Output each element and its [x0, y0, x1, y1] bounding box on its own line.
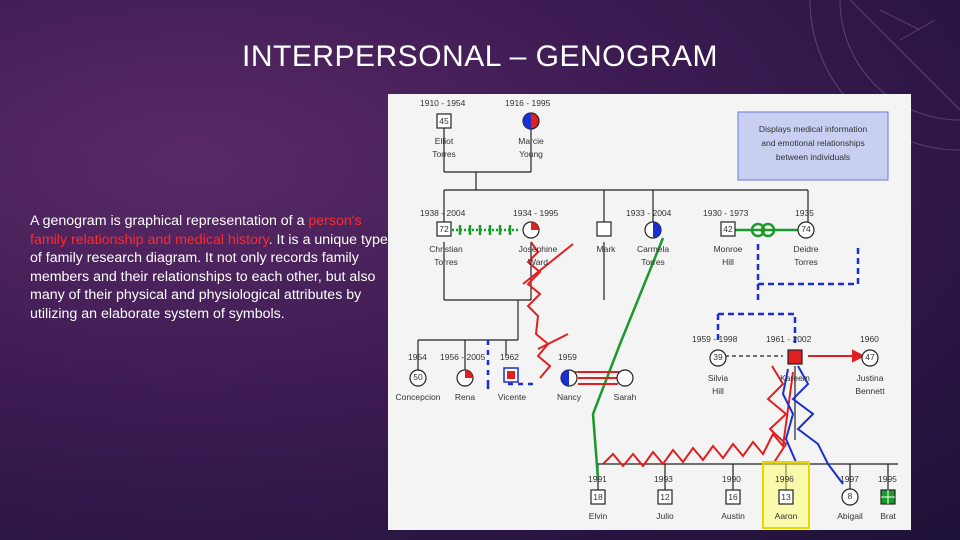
person-age: 74 [801, 224, 811, 234]
body-text-rest: . It is a unique type of family research diagram. It not only records family members and their relationships to each other, but also many of their physical and physiological attributes by utilizing an elaborate system of symbols. [30, 231, 388, 322]
person-name-2: Torres [432, 149, 456, 159]
person-female-shade [465, 370, 473, 378]
person-name: Kareem [780, 373, 810, 383]
person-name: Justina [856, 373, 884, 383]
note-line-3: between individuals [775, 152, 851, 162]
person-years: 1954 [408, 352, 427, 362]
person-male-symbol [597, 222, 611, 236]
person-name-2: Torres [794, 257, 818, 267]
person-name: Marcie [518, 136, 544, 146]
person-name: Monroe [713, 244, 743, 254]
person-years: 1959 - 1998 [692, 334, 738, 344]
person-name: Abigail [837, 511, 863, 521]
person-name: Concepcion [395, 392, 441, 402]
person-name: Elvin [588, 511, 608, 521]
person-name: Brat [880, 511, 896, 521]
person-age: 18 [593, 492, 603, 502]
person-name-2: Hill [722, 257, 734, 267]
person-name: Mark [596, 244, 616, 254]
person-years: 1956 - 2005 [440, 352, 486, 362]
person-years: 1933 - 2004 [626, 208, 672, 218]
person-name-2: Bennett [855, 386, 885, 396]
person-age: 47 [865, 352, 875, 362]
person-name-2: Hill [712, 386, 724, 396]
person-years: 1990 [722, 474, 741, 484]
person-years: 1997 [840, 474, 859, 484]
person-years: 1916 - 1995 [505, 98, 551, 108]
person-name: Josephine [518, 244, 558, 254]
person-age: 16 [728, 492, 738, 502]
person-years: 1960 [860, 334, 879, 344]
body-text-highlight: person's family relationship and medical history [30, 213, 362, 248]
person-female-shade [531, 222, 539, 230]
person-years: 1934 - 1995 [513, 208, 559, 218]
person-years: 1935 [795, 208, 814, 218]
genogram-image [388, 94, 911, 530]
person-female-shade [561, 370, 569, 386]
person-name: Nancy [556, 392, 582, 402]
person-name: Christian [429, 244, 463, 254]
person-name: Elliot [434, 136, 454, 146]
person-age: 72 [439, 224, 449, 234]
person-years: 1996 [775, 474, 794, 484]
slide-title: INTERPERSONAL – GENOGRAM [242, 40, 718, 73]
person-name: Julio [656, 511, 674, 521]
person-years: 1961 - 2002 [766, 334, 812, 344]
person-age: 8 [847, 491, 853, 501]
person-age: 13 [781, 492, 791, 502]
person-years: 1959 [558, 352, 577, 362]
person-name: Deidre [793, 244, 819, 254]
person-name: Carmela [636, 244, 670, 254]
person-female-symbol [617, 370, 633, 386]
person-age: 50 [413, 372, 423, 382]
person-name-2: Torres [434, 257, 458, 267]
family-lines [418, 128, 898, 490]
slide-body-text [30, 212, 390, 323]
person-name: Sarah [613, 392, 637, 402]
person-age: 12 [660, 492, 670, 502]
person-name-2: Young [519, 149, 543, 159]
person-name-2: Torres [641, 257, 665, 267]
person-male-symbol [788, 350, 802, 364]
person-years: 1910 - 1954 [420, 98, 466, 108]
genogram-diagram [388, 94, 911, 530]
person-name-2: Ward [528, 257, 548, 267]
body-text-intro: A genogram is graphical representation of a [30, 213, 309, 229]
person-years: 1962 [500, 352, 519, 362]
person-age: 45 [439, 116, 449, 126]
person-years: 1930 - 1973 [703, 208, 749, 218]
person-name: Aaron [774, 511, 798, 521]
person-male-shade [507, 371, 515, 379]
note-line-1: Displays medical information [758, 124, 868, 134]
person-years: 1995 [878, 474, 897, 484]
person-female-shade [523, 113, 531, 129]
person-name: Silvia [707, 373, 729, 383]
person-name: Austin [721, 511, 745, 521]
person-age: 42 [723, 224, 733, 234]
person-name: Vicente [497, 392, 527, 402]
person-female-shade [653, 222, 661, 238]
person-years: 1991 [588, 474, 607, 484]
person-name: Rena [454, 392, 476, 402]
person-age: 39 [713, 352, 723, 362]
person-years: 1993 [654, 474, 673, 484]
note-line-2: and emotional relationships [761, 138, 865, 148]
person-years: 1938 - 2004 [420, 208, 466, 218]
